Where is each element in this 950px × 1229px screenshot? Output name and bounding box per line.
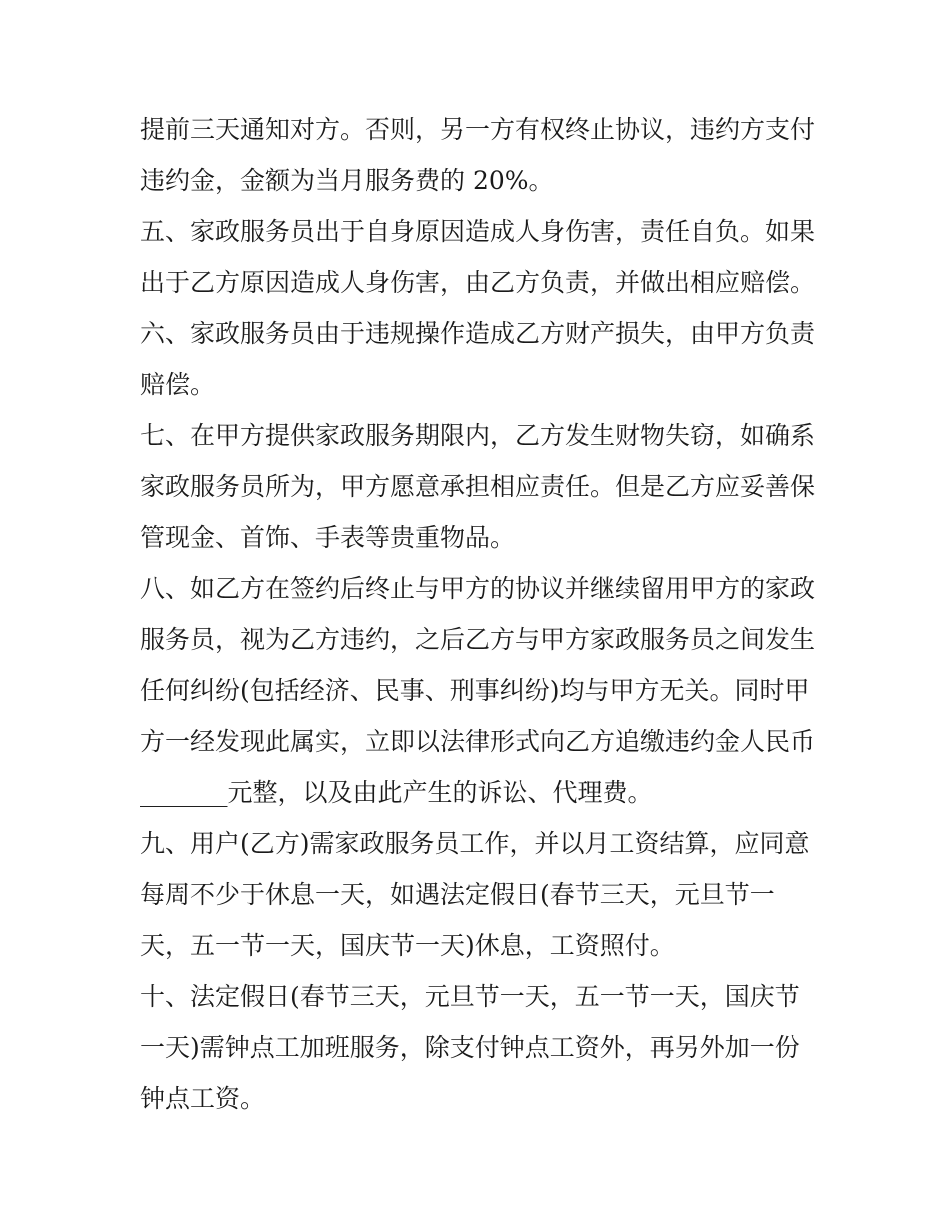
text-line: 任何纠纷(包括经济、民事、刑事纠纷)均与甲方无关。同时甲: [140, 676, 810, 705]
text-line: 家政服务员所为，甲方愿意承担相应责任。但是乙方应妥善保: [140, 472, 816, 501]
text-line: 管现金、首饰、手表等贵重物品。: [140, 523, 516, 552]
text-line: 十、法定假日(春节三天，元旦节一天，五一节一天，国庆节: [140, 982, 800, 1011]
text-line: 出于乙方原因造成人身伤害，由乙方负责，并做出相应赔偿。: [140, 268, 816, 297]
text-line: 五、家政服务员出于自身原因造成人身伤害，责任自负。如果: [140, 217, 816, 246]
text-line: 一天)需钟点工加班服务，除支付钟点工资外，再另外加一份: [140, 1033, 800, 1062]
text-line: 违约金，金额为当月服务费的 20%。: [140, 166, 554, 195]
text-line: _______元整，以及由此产生的诉讼、代理费。: [140, 778, 653, 807]
text-line: 方一经发现此属实，立即以法律形式向乙方追缴违约金人民币: [140, 727, 816, 756]
text-line: 七、在甲方提供家政服务期限内，乙方发生财物失窃，如确系: [140, 421, 816, 450]
text-line: 六、家政服务员由于违规操作造成乙方财产损失，由甲方负责: [140, 319, 816, 348]
text-line: 天，五一节一天，国庆节一天)休息，工资照付。: [140, 931, 675, 960]
text-line: 九、用户(乙方)需家政服务员工作，并以月工资结算，应同意: [140, 829, 810, 858]
document-body: [140, 104, 830, 1124]
text-line: 每周不少于休息一天，如遇法定假日(春节三天，元旦节一: [140, 880, 775, 909]
text-line: 赔偿。: [140, 370, 216, 399]
text-line: 钟点工资。: [140, 1084, 266, 1113]
text-line: 服务员，视为乙方违约，之后乙方与甲方家政服务员之间发生: [140, 625, 816, 654]
text-line: 提前三天通知对方。否则，另一方有权终止协议，违约方支付: [140, 115, 816, 144]
text-line: 八、如乙方在签约后终止与甲方的协议并继续留用甲方的家政: [140, 574, 816, 603]
